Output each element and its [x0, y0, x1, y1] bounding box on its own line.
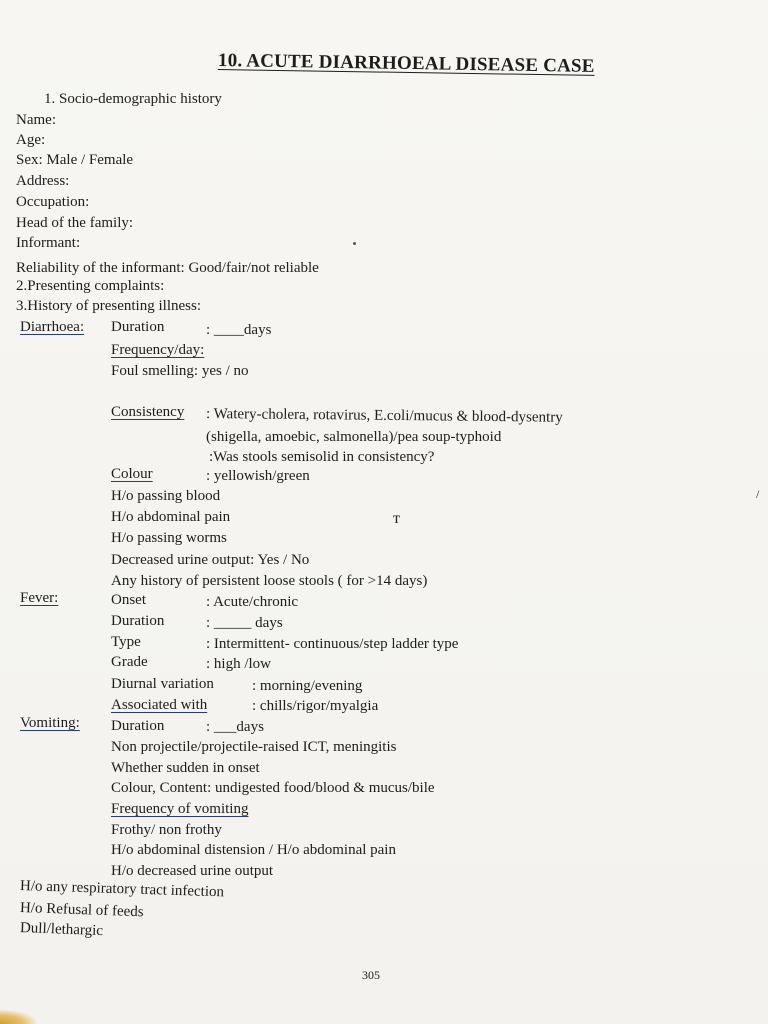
field-head-of-family: Head of the family: [16, 215, 134, 231]
speck-mark [353, 242, 356, 245]
field-name: Name: [16, 112, 56, 128]
vomiting-label: Vomiting: [20, 715, 80, 731]
diarrhoea-consistency-value-3: :Was stools semisolid in consistency? [209, 449, 435, 465]
vomiting-frothy: Frothy/ non frothy [111, 822, 222, 838]
diarrhoea-colour-value: : yellowish/green [206, 468, 310, 484]
section-socio-demographic: 1. Socio-demographic history [44, 91, 222, 107]
diarrhoea-consistency-value-2: (shigella, amoebic, salmonella)/pea soup-typhoid [206, 429, 502, 445]
other-dull-lethargic: Dull/lethargic [19, 920, 104, 940]
field-age: Age: [16, 132, 46, 148]
diarrhoea-colour-label: Colour [111, 466, 153, 482]
fever-onset-value: : Acute/chronic [206, 594, 299, 610]
vomiting-projectile: Non projectile/projectile-raised ICT, meningitis [111, 739, 397, 755]
diarrhoea-persistent-loose-stools: Any history of persistent loose stools ( for >14 days) [111, 573, 428, 589]
fever-duration-value: : _____ days [206, 615, 283, 631]
diarrhoea-passing-worms: H/o passing worms [111, 530, 227, 546]
diarrhoea-duration-value: : ____days [206, 322, 272, 338]
field-informant: Informant: [16, 235, 81, 251]
field-sex: Sex: Male / Female [16, 152, 134, 168]
fever-duration-label: Duration [111, 613, 165, 629]
section-presenting-complaints: 2.Presenting complaints: [16, 278, 165, 294]
section-history-presenting-illness: 3.History of presenting illness: [16, 298, 201, 314]
field-address: Address: [16, 173, 70, 189]
vomiting-frequency: Frequency of vomiting [111, 801, 249, 817]
diarrhoea-foul-smelling: Foul smelling: yes / no [111, 363, 249, 379]
other-refusal-of-feeds: H/o Refusal of feeds [19, 900, 144, 921]
fever-grade-value: : high /low [206, 656, 272, 672]
vomiting-colour-content: Colour, Content: undigested food/blood & mucus/bile [111, 780, 435, 796]
edge-mark: / [756, 487, 760, 501]
diarrhoea-abdominal-pain: H/o abdominal pain [111, 509, 231, 525]
fever-label: Fever: [20, 590, 59, 606]
fever-type-value: : Intermittent- continuous/step ladder type [206, 636, 459, 652]
diarrhoea-urine-output: Decreased urine output: Yes / No [111, 552, 310, 568]
diarrhoea-consistency-label: Consistency [111, 404, 185, 420]
page-number: 305 [362, 968, 380, 982]
fever-type-label: Type [111, 634, 141, 650]
diarrhoea-consistency-value-1: : Watery-cholera, rotavirus, E.coli/mucus & blood-dysentry [205, 406, 563, 426]
fever-grade-label: Grade [111, 654, 148, 670]
fever-associated-label: Associated with [111, 697, 208, 713]
vomiting-abdominal-distension: H/o abdominal distension / H/o abdominal pain [111, 842, 396, 858]
diarrhoea-label: Diarrhoea: [20, 319, 85, 335]
fever-diurnal-label: Diurnal variation [111, 676, 214, 692]
vomiting-duration-value: : ___days [206, 719, 264, 735]
other-respiratory-infection: H/o any respiratory tract infection [19, 878, 225, 901]
page-title: 10. ACUTE DIARRHOEAL DISEASE CASE [217, 50, 595, 77]
field-occupation: Occupation: [16, 194, 90, 210]
vomiting-decreased-urine: H/o decreased urine output [111, 863, 274, 879]
diarrhoea-frequency: Frequency/day: [111, 342, 205, 358]
fever-diurnal-value: : morning/evening [252, 678, 363, 694]
diarrhoea-duration-label: Duration [111, 319, 165, 335]
vomiting-sudden-onset: Whether sudden in onset [111, 760, 260, 776]
fever-onset-label: Onset [111, 592, 146, 608]
pen-mark: ᴛ [393, 510, 400, 527]
diarrhoea-passing-blood: H/o passing blood [111, 488, 221, 504]
fever-associated-value: : chills/rigor/myalgia [252, 698, 379, 714]
field-reliability: Reliability of the informant: Good/fair/not reliable [16, 260, 319, 276]
vomiting-duration-label: Duration [111, 718, 165, 734]
page-corner-shadow [0, 1010, 36, 1024]
